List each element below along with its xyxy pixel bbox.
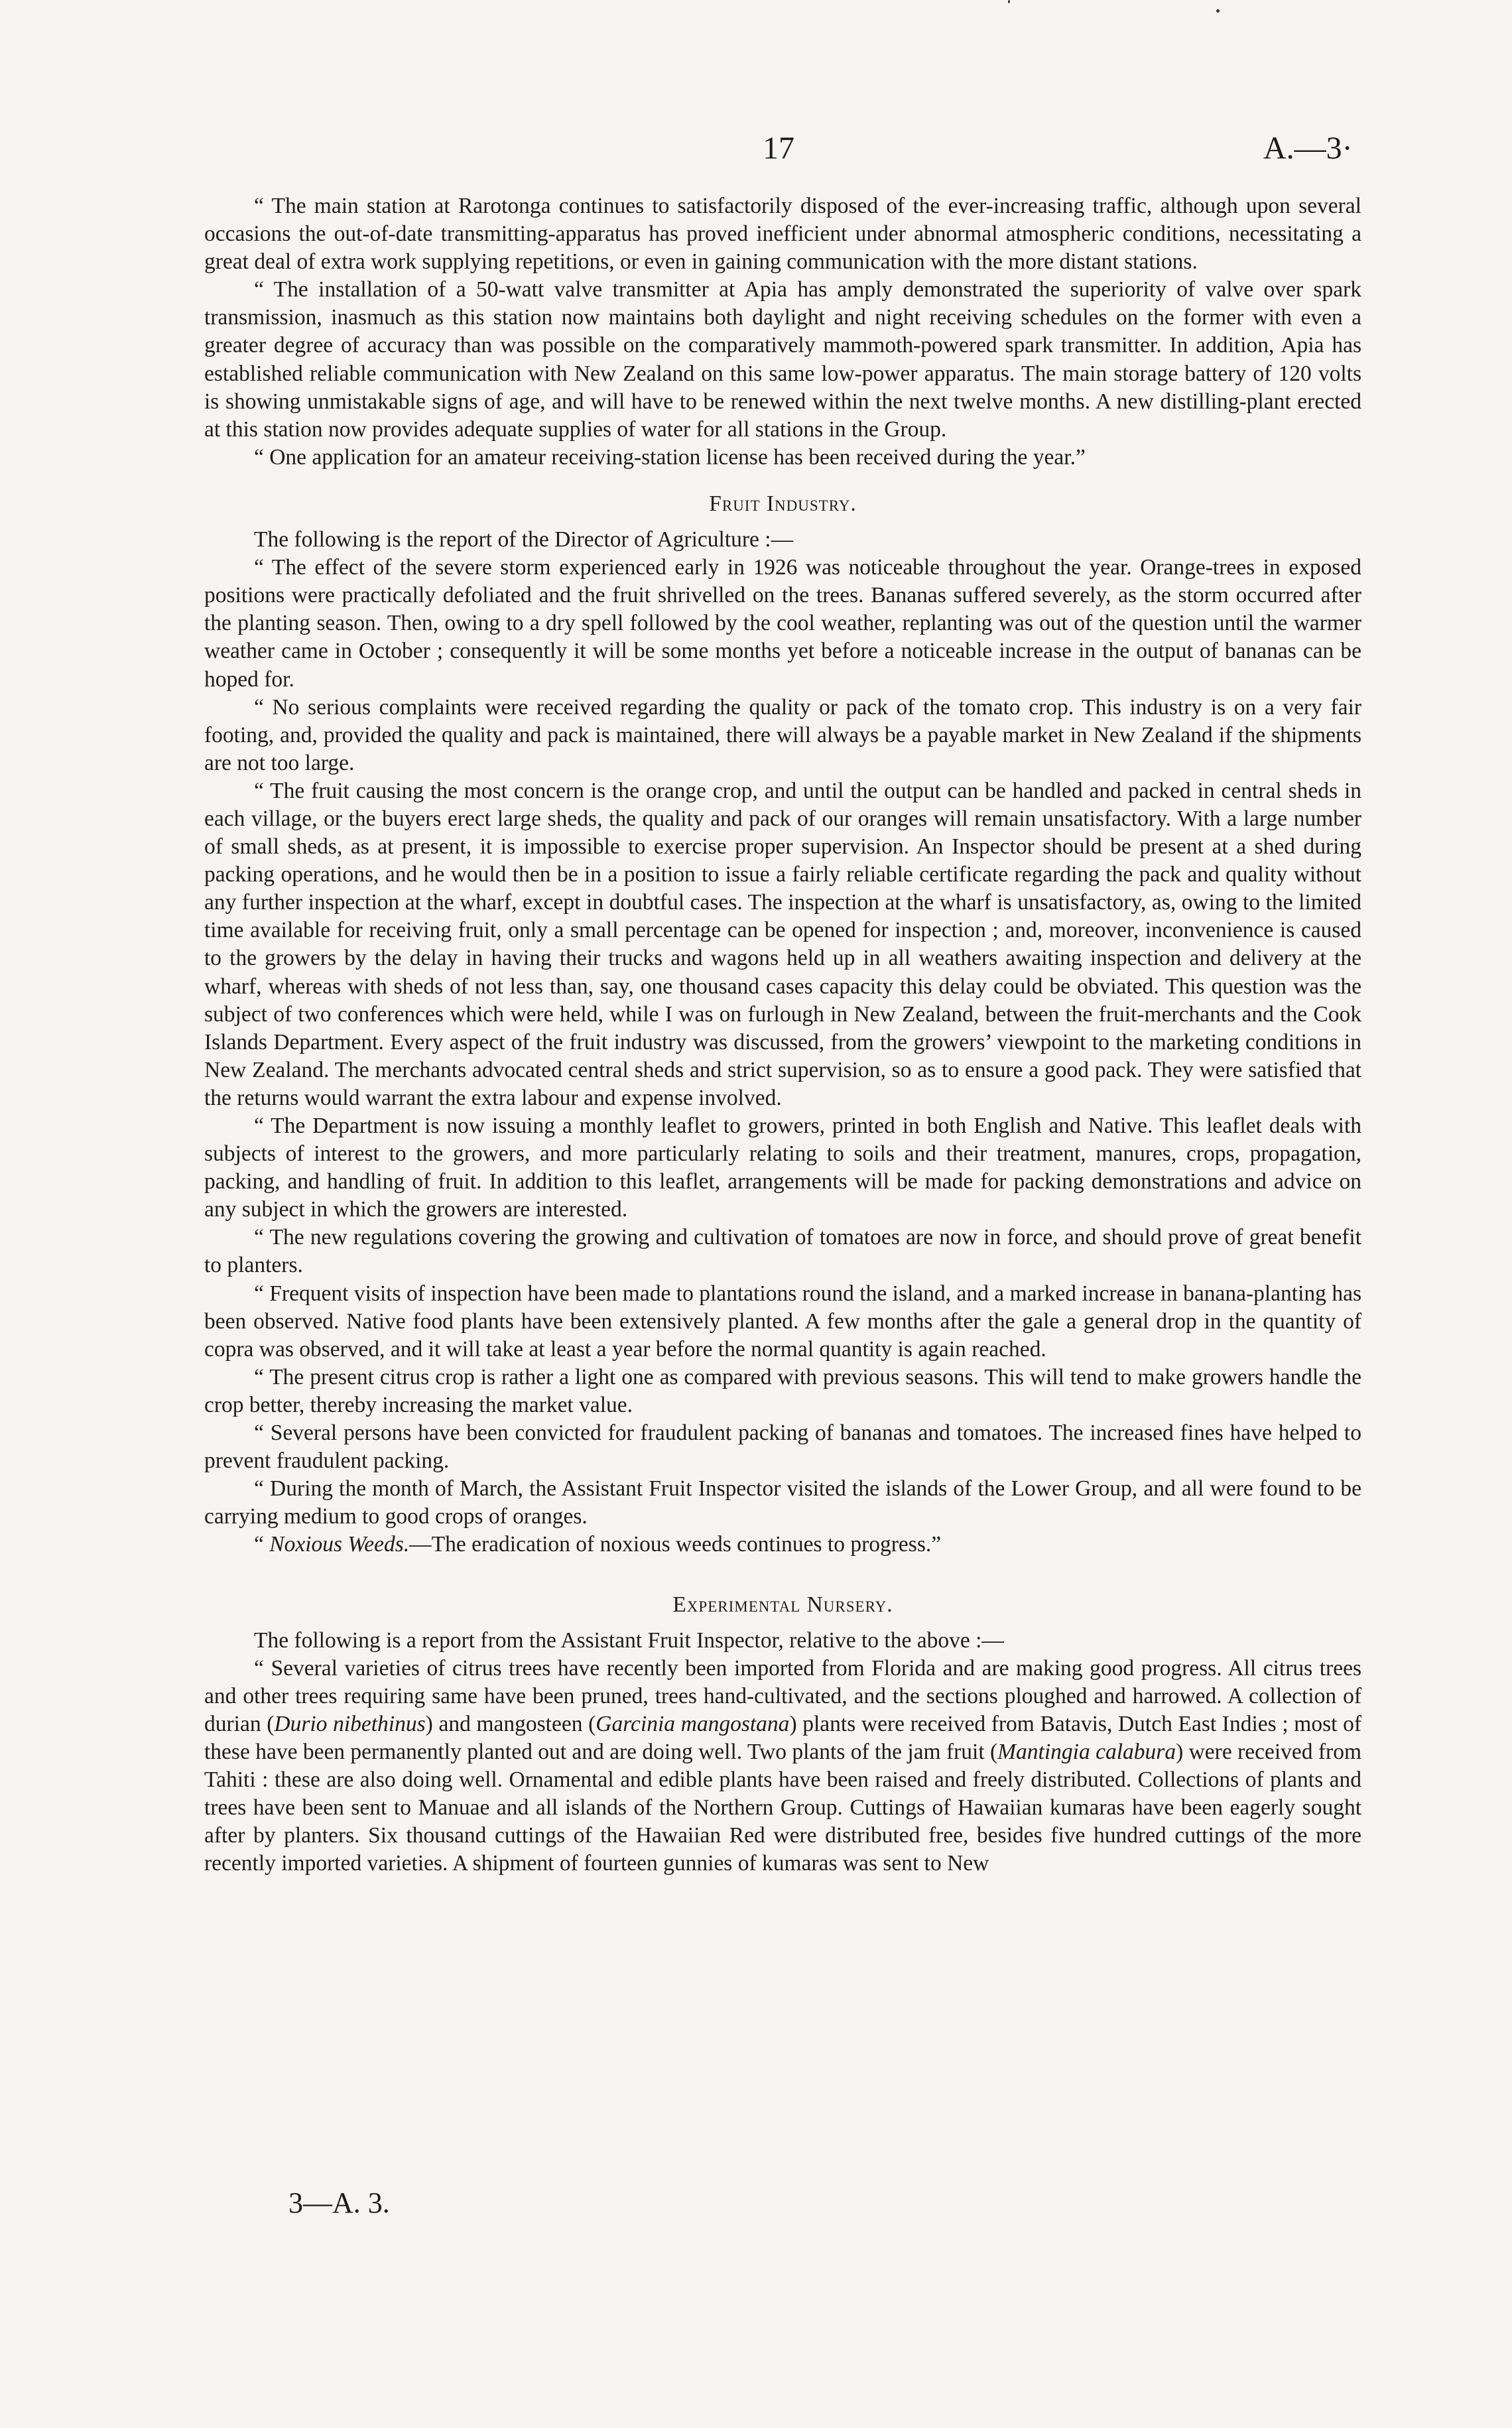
fruit-industry-intro: The following is the report of the Director of Agriculture :— (254, 527, 794, 552)
fruit-paragraph-3: “ The fruit causing the most concern is the orange crop, and until the output can be handled and packed in central sheds in each village, or the buyers erect large sheds, the quality and pack of our oranges will remain unsatisfactory. With a large number of small sheds, as at present, it is impossible to exercise proper supervision. An Inspector should be present at a shed during packing operations, and he would then be in a position to issue a fairly reliable certificate regarding the pack and quality without any further inspection at the wharf, except in doubtful cases. The inspection at the wharf is unsatisfactory, as, owing to the limited time available for receiving fruit, only a small percentage can be opened for inspection ; and, moreover, inconvenience is caused to the growers by the delay in having their trucks and wagons held up in all weathers awaiting inspection and delivery at the wharf, whereas with sheds of not less than, say, one thousand cases capacity this delay could be obviated. This question was the subject of two conferences which were held, while I was on furlough in New Zealand, between the fruit-merchants and the Cook Islands Department. Every aspect of the fruit industry was discussed, from the growers’ viewpoint to the marketing conditions in New Zealand. The merchants advocated central sheds and strict supervision, so as to ensure a good pack. They were satisfied that the returns would warrant the extra labour and expense involved. (204, 778, 1361, 1110)
radio-paragraph-2: “ The installation of a 50-watt valve transmitter at Apia has amply demonstrated the superiority of valve over spark transmission, inasmuch as this station now maintains both daylight and night receiving schedules on the former with even a greater degree of accuracy than was possible on the comparatively mammoth-powered spark transmitter. In addition, Apia has established reliable communication with New Zealand on this same low-power apparatus. The main storage battery of 120 volts is showing unmistakable signs of age, and will have to be renewed within the next twelve months. A new distilling-plant erected at this station now provides adequate supplies of water for all stations in the Group. (204, 277, 1361, 442)
signature-reference: 3—A. 3. (288, 2187, 390, 2219)
experimental-nursery-heading: Experimental Nursery. (672, 1592, 893, 1617)
quote-open: “ (254, 1532, 270, 1557)
fruit-paragraph-2: “ No serious complaints were received regarding the quality or pack of the tomato crop. This industry is on a very fair footing, and, provided the quality and pack is maintained, there will always be a payable market in New Zealand if the shipments are not too large. (204, 694, 1361, 775)
report-body (204, 192, 1361, 1878)
nursery-paragraph (204, 1655, 1361, 1878)
noxious-weeds-text: —The eradication of noxious weeds continues to progress.” (409, 1532, 942, 1557)
nursery-text-4: ) were received from Tahiti : these are also doing well. Ornamental and edible plants have been raised and freely distributed. Collections of plants and trees have been sent to Manuae and all islands of the Northern Group. Cuttings of Hawaiian kumaras have been eagerly sought after by planters. Six thousand cuttings of the Hawaiian Red were distributed free, besides five hundred cuttings of the more recently imported varieties. A shipment of fourteen gunnies of kumaras was sent to New (204, 1739, 1362, 1876)
nursery-intro: The following is a report from the Assistant Fruit Inspector, relative to the above :— (254, 1628, 1004, 1653)
page-number: 17 (763, 131, 794, 166)
document-reference: A.—3· (1263, 131, 1353, 166)
nursery-text-1: “ Several varieties of citrus trees have recently been imported from Florida and are making good progress. All citrus trees and other trees requiring same have been pruned, trees hand-cultivated, and the sections ploughed and harrowed. A collection of durian ( (204, 1655, 1361, 1736)
fruit-industry-heading: Fruit Industry. (709, 491, 857, 516)
noxious-weeds-label: Noxious Weeds. (269, 1532, 410, 1557)
fruit-paragraph-5: “ The new regulations covering the growing and cultivation of tomatoes are now in force, and should prove of great benefit to planters. (204, 1225, 1361, 1278)
noxious-weeds-paragraph (204, 1531, 1361, 1559)
fruit-paragraph-8: “ Several persons have been convicted for fraudulent packing of bananas and tomatoes. The increased fines have helped to prevent fraudulent packing. (204, 1421, 1361, 1474)
species-jam-fruit: Mantingia calabura (997, 1739, 1176, 1764)
radio-paragraph-3: “ One application for an amateur receiving-station license has been received during the year.” (254, 444, 1086, 470)
nursery-text-2: ) and mangosteen ( (425, 1711, 596, 1736)
nursery-text-3: ) plants were received from Batavis, Dutch East Indies ; most of these have been permanently planted out and are doing well. Two plants of the jam fruit ( (204, 1711, 1361, 1764)
radio-paragraph-1: “ The main station at Rarotonga continues to satisfactorily disposed of the ever-increasing traffic, although upon several occasions the out-of-date transmitting-apparatus has proved inefficient under abnormal atmospheric conditions, necessitating a great deal of extra work supplying repetitions, or even in gaining communication with the more distant stations. (204, 194, 1361, 275)
species-durian: Durio nibethinus (274, 1711, 426, 1736)
fruit-paragraph-9: “ During the month of March, the Assistant Fruit Inspector visited the islands of the Lower Group, and all were found to be carrying medium to good crops of oranges. (204, 1476, 1361, 1529)
scan-speck (1216, 9, 1220, 13)
fruit-paragraph-7: “ The present citrus crop is rather a light one as compared with previous seasons. This will tend to make growers handle the crop better, thereby increasing the market value. (204, 1364, 1361, 1417)
fruit-paragraph-4: “ The Department is now issuing a monthly leaflet to growers, printed in both English and Native. This leaflet deals with subjects of interest to the growers, and more particularly relating to soils and their treatment, manures, crops, propagation, packing, and handling of fruit. In addition to this leaflet, arrangements will be made for packing demonstrations and advice on any subject in which the growers are interested. (204, 1114, 1361, 1222)
fruit-paragraph-1: “ The effect of the severe storm experienced early in 1926 was noticeable throughout the year. Orange-trees in exposed positions were practically defoliated and the fruit shrivelled on the trees. Bananas suffered severely, as the storm occurred after the planting season. Then, owing to a dry spell followed by the cool weather, replanting was out of the question until the warmer weather came in October ; consequently it will be some months yet before a noticeable increase in the output of bananas can be hoped for. (204, 555, 1361, 692)
species-mangosteen: Garcinia mangostana (596, 1711, 790, 1736)
fruit-paragraph-6: “ Frequent visits of inspection have been made to plantations round the island, and a marked increase in banana-planting has been observed. Native food plants have been extensively planted. A few months after the gale a general drop in the quantity of copra was observed, and it will take at least a year before the normal quantity is again reached. (204, 1281, 1361, 1362)
scan-speck (1008, 0, 1010, 3)
